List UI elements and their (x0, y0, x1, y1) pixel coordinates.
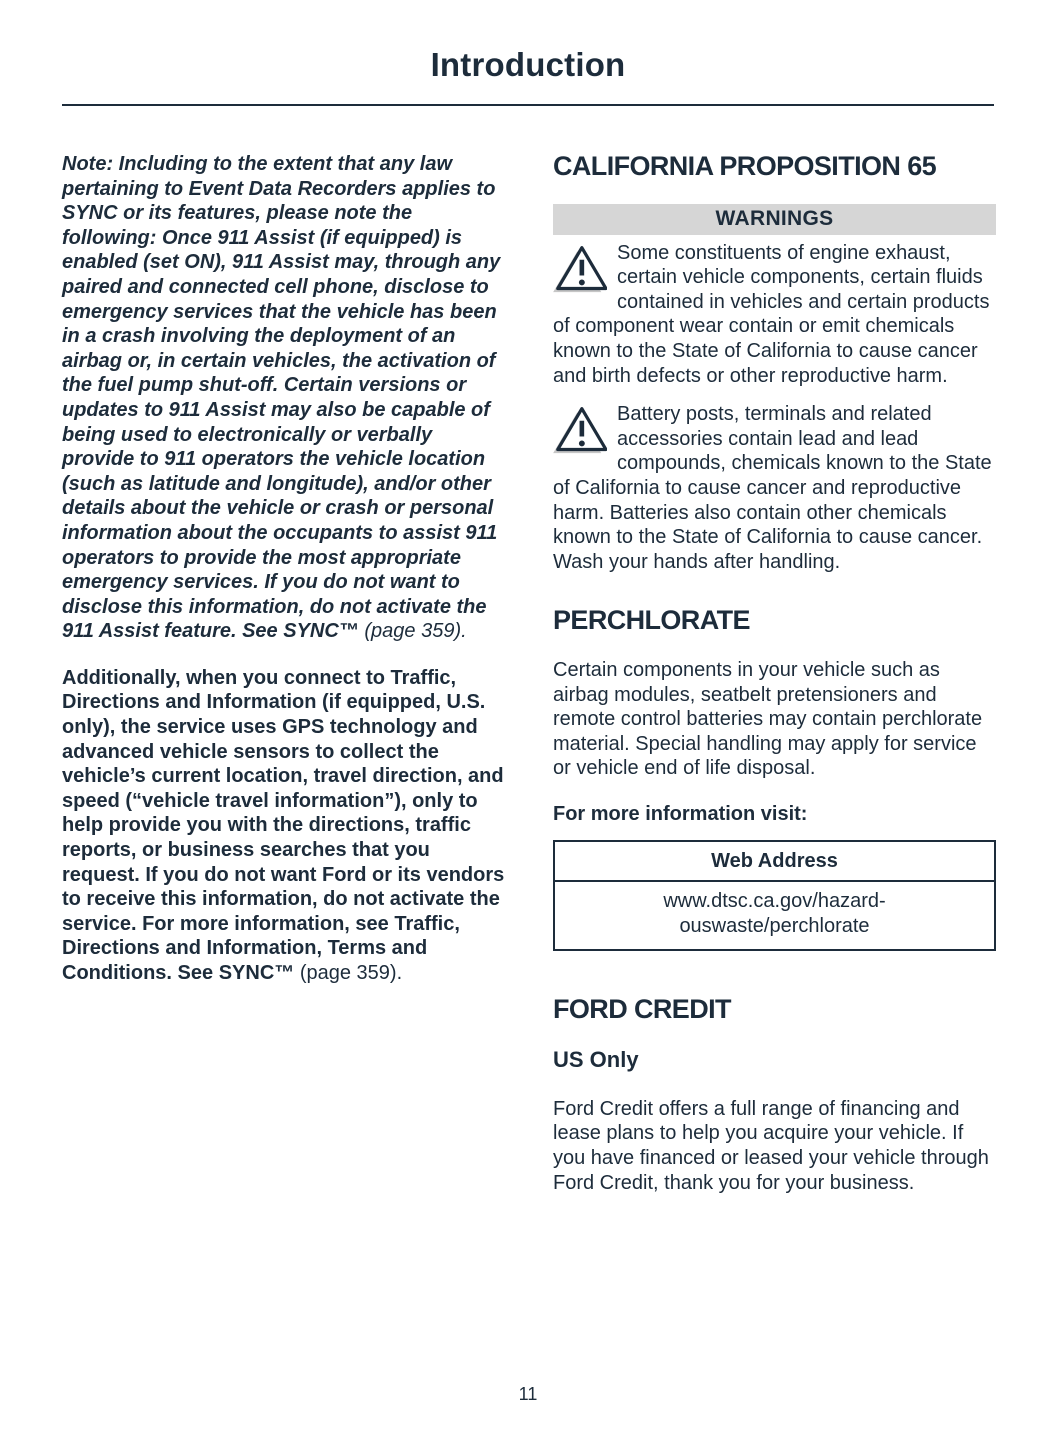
additional-paragraph (62, 666, 505, 986)
ford-credit-body: Ford Credit offers a full range of financing and lease plans to help you acquire your vehicle. If you have financed or leased your vehicle through Ford Credit, thank you for your business. (553, 1097, 989, 1194)
additional-page-ref: (page 359). (299, 962, 403, 984)
web-address-line: ouswaste/perchlorate (679, 915, 870, 938)
page-title: Introduction (430, 46, 626, 83)
left-column (62, 152, 505, 1008)
section-heading-california-prop65: CALIFORNIA PROPOSITION 65 (553, 151, 937, 181)
warning-item-engine-exhaust (553, 241, 996, 389)
note-see-ref: See SYNC™ (242, 620, 359, 643)
section-heading-perchlorate: PERCHLORATE (553, 605, 750, 636)
web-address-line: www.dtsc.ca.gov/hazard- (663, 890, 886, 913)
section-heading-ford-credit: FORD CREDIT (553, 994, 731, 1025)
web-address-value (555, 882, 994, 949)
note-body: Including to the extent that any law pertaining to Event Data Recorders applies to SYNC or its features, please note the following: Once 911 Assist (if equipped) is enabled (set ON), 911 Assist may, through any paired and connected cell phone, disclose to emergency services that the vehicle has been in a crash involving the deployment of an airbag or, in certain vehicles, the activation of the fuel pump shut-off. Certain versions or updates to 911 Assist may also be capable of being used to electronically or verbally provide to 911 operators the vehicle location (such as latitude and longitude), and/or other details about the vehicle or crash or personal information about the occupants to assist 911 operators to provide the most appropriate emergency services. If you do not want to disclose this information, do not activate the 911 Assist feature. (62, 153, 501, 643)
additional-see-ref: See SYNC™ (177, 962, 295, 984)
warning-triangle-icon (553, 244, 607, 294)
warning-triangle-icon (553, 405, 607, 455)
web-address-table (553, 840, 996, 951)
warning-item-battery (553, 402, 996, 574)
more-info-label: For more information visit: (553, 803, 808, 826)
web-address-header: Web Address (555, 842, 994, 882)
warnings-banner: WARNINGS (553, 204, 996, 235)
warning-text: Battery posts, terminals and related accessories contain lead and lead compounds, chemicals known to the State of California to cause cancer and reproductive harm. Batteries also contain other chemicals known to the State of California to cause cancer. Wash your hands after handling. (553, 403, 992, 573)
warning-text: Some constituents of engine exhaust, certain vehicle components, certain fluids contained in vehicles and certain products of component wear contain or emit chemicals known to the State of California to cause cancer and birth defects or other reproductive harm. (553, 241, 990, 387)
note-label: Note: (62, 153, 114, 175)
right-column (553, 152, 996, 1217)
note-page-ref: (page 359). (364, 620, 467, 643)
header-rule (62, 104, 994, 106)
two-column-layout (62, 152, 994, 1217)
additional-body: Additionally, when you connect to Traffic, Directions and Information (if equipped, U.S. only), the service uses GPS technology and advanced vehicle sensors to collect the vehicle’s current location, travel direction, and speed (“vehicle travel information”), only to help provide you with the directions, traffic reports, or business searches that you request. If you do not want Ford or its vendors to receive this information, do not activate the service. For more information, see Traffic, Directions and Information, Terms and Conditions. (62, 666, 505, 984)
section-spacer (553, 588, 996, 606)
perchlorate-body: Certain components in your vehicle such as airbag modules, seatbelt pretensioners and remote control batteries may contain perchlorate material. Special handling may apply for service or vehicle end of life disposal. (553, 659, 983, 780)
note-paragraph (62, 152, 505, 644)
us-only-subheading: US Only (553, 1046, 639, 1072)
page-number: 11 (518, 1384, 538, 1404)
